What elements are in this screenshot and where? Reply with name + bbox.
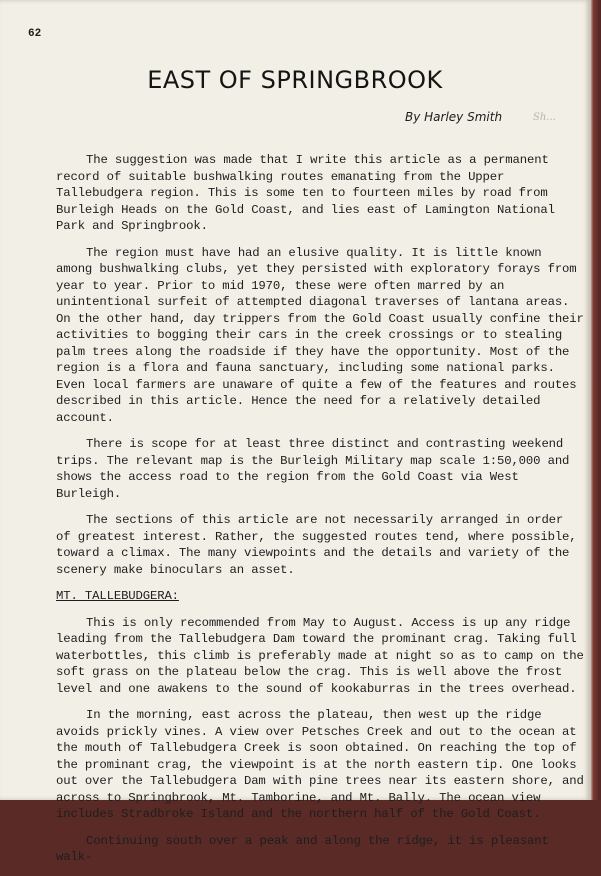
paragraph: This is only recommended from May to August. Access is up any ridge leading from the Tallebudgera Dam toward the prominant crag. Taking full waterbottles, this climb is preferably made at night so as to camp on the soft grass on the plateau below the crag. This is well above the frost level and one awakens to the sound of kookaburras in the trees overhead. <box>56 615 584 696</box>
paragraph: The suggestion was made that I write this article as a permanent record of suitable bushwalking routes emanating from the Upper Tallebudgera region. This is some ten to fourteen miles by road from Burleigh Heads on the Gold Coast, and lies east of Lamington National Park and Springbrook. <box>56 153 555 233</box>
paragraph: The sections of this article are not necessarily arranged in order of greatest interest. Rather, the suggested routes tend, where possible, toward a climax. The many viewpoints and the details and variety of the scenery make binoculars an asset. <box>56 513 577 577</box>
byline: By Harley Smith <box>405 110 503 124</box>
paragraph: In the morning, east across the plateau, then west up the ridge avoids prickly vines. A view over Petsches Creek and out to the ocean at the mouth of Tallebudgera Creek is soon obtained. On reaching the top of the prominant crag, the viewpoint is at the north eastern tip. One looks out over the Tallebudgera Dam with pine trees near its eastern shore, and across to Springbrook, Mt. Tamborine, and Mt. Bally. The ocean view includes Stradbroke Island and the northern half of the Gold Coast. <box>56 708 584 821</box>
paragraph: Continuing south over a peak and along the ridge, it is pleasant walk- <box>56 833 549 864</box>
page-edge <box>590 0 601 800</box>
article-title: EAST OF SPRINGBROOK <box>147 66 443 94</box>
page-number: 62 <box>28 28 42 40</box>
paragraph: The region must have had an elusive quality. It is little known among bushwalking clubs, yet they persisted with exploratory forays from year to year. Prior to mid 1970, these were often marred by an unintentional surfeit of attempted diagonal traverses of lantana areas. On the other hand, day trippers from the Gold Coast usually confine their activities to bogging their cars in the creek crossings or to stealing palm trees along the roadside if they have the opportunity. Most of the region is a flora and fauna sanctuary, including some national parks. Even local farmers are unaware of quite a few of the features and routes described in this article. Hence the need for a relatively detailed account. <box>56 245 584 425</box>
section-heading: MT. TALLEBUDGERA: <box>56 589 179 603</box>
paragraph: There is scope for at least three distinct and contrasting weekend trips. The relevant map is the Burleigh Military map scale 1:50,000 and shows the access road to the region from the Gold Coast via West Burleigh. <box>56 437 570 501</box>
article-body <box>56 152 584 876</box>
faded-stamp: Sh... <box>533 112 556 123</box>
